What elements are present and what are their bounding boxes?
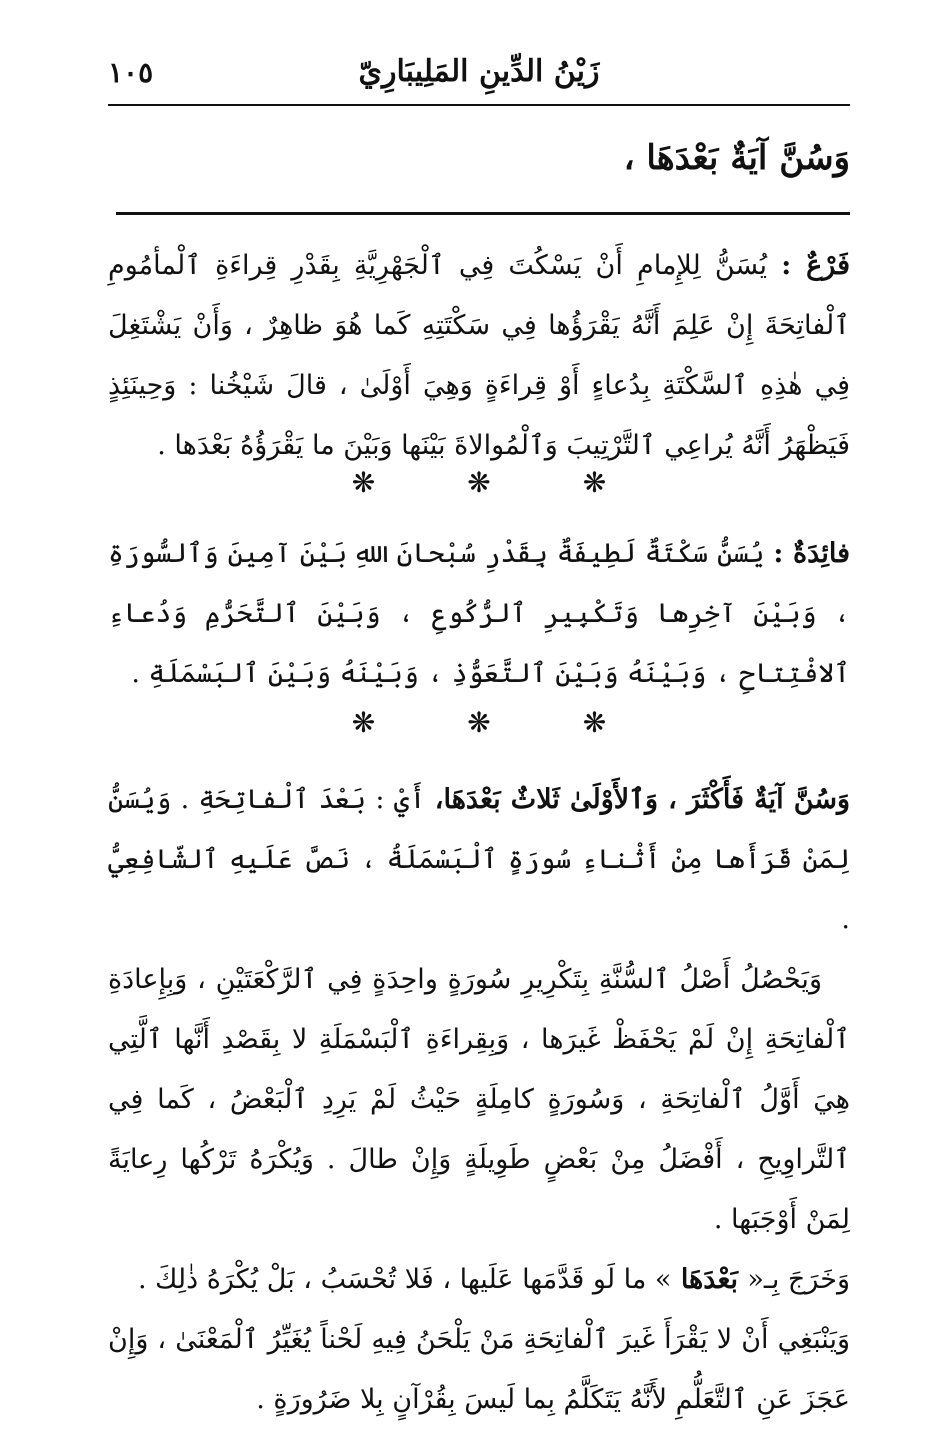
sharh-paragraph-1 — [108, 770, 850, 950]
sharh-paragraph-3-body: » ما لَو قَدَّمَها عَلَيها ، فَلا تُحْسَبُ ، بَلْ يُكْرَهُ ذٰلِكَ . — [137, 1264, 672, 1295]
sharh-paragraph-3-quote: بَعْدَهَا — [671, 1264, 748, 1295]
sharh-paragraph-2: وَيَحْصُلُ أَصْلُ ٱلسُّنَّةِ بِتَكْرِيرِ سُورَةٍ واحِدَةٍ فِي ٱلرَّكْعَتَيْنِ ، وَبِإِعادَةِ ٱلْفاتِحَةِ إِنْ لَمْ يَحْفَظْ غَيرَها ، وَبِقِراءَةِ ٱلْبَسْمَلَةِ لا بِقَصْدِ أَنَّها ٱلَّتِي هِيَ أَوَّلُ ٱلْفاتِحَةِ ، وَسُورَةٍ كامِلَةٍ حَيْثُ لَمْ يَرِدِ ٱلْبَعْضُ ، كَما فِي ٱلتَّراوِيحِ ، أَفْضَلُ مِنْ بَعْضٍ طَوِيلَةٍ وَإِنْ طالَ . وَيُكْرَهُ تَرْكُها رِعايَةً لِمَنْ أَوْجَبَها . — [108, 964, 850, 1235]
page-number: ١٠٥ — [108, 56, 154, 89]
matn-text: وَسُنَّ آيَةٌ بَعْدَهَا ، — [623, 138, 850, 178]
far-paragraph — [108, 236, 850, 476]
sharh-section — [108, 770, 850, 1430]
divider-star-icon: ❋ — [582, 466, 607, 499]
faida-heading: فائِدَةٌ : — [773, 538, 850, 569]
divider-star-icon: ❋ — [351, 706, 376, 739]
divider-star-icon: ❋ — [467, 706, 491, 739]
faida-section — [108, 524, 850, 704]
divider-star-icon: ❋ — [467, 466, 491, 499]
far-section — [108, 236, 850, 476]
section-divider-2 — [108, 706, 850, 746]
sharh-paragraph-3-prefix: وَخَرَجَ بِـ« — [747, 1264, 850, 1295]
sharh-paragraph-1-body: أَيْ : بَعْدَ ٱلْفاتِحَةِ . وَيُسَنُّ لِمَنْ قَرَأَها مِنْ أَثْناءِ سُورَةٍ ٱلْبَسْمَلَةُ ، نَصَّ عَلَيهِ ٱلشّافِعِيُّ . — [108, 784, 850, 935]
running-title: زَيْنُ الدِّينِ المَلِيبَارِيّ — [358, 54, 600, 89]
far-heading: فَرْعٌ : — [781, 250, 851, 281]
section-divider-1 — [108, 466, 850, 506]
faida-paragraph — [108, 524, 850, 704]
sharh-paragraph-3 — [108, 1250, 850, 1310]
page-header — [108, 48, 850, 106]
faida-body: يُسَنُّ سَكْتَةٌ لَطِيفَةٌ بِقَدْرِ سُبْحانَ اللهِ بَيْنَ آمِينَ وَٱلسُّورَةِ ، وَبَيْنَ آخِرِها وَتَكْبِيرِ ٱلرُّكُوعِ ، وَبَيْنَ ٱلتَّحَرُّمِ وَدُعاءِ ٱلافْتِتاحِ ، وَبَيْنَهُ وَبَيْنَ ٱلتَّعَوُّذِ ، وَبَيْنَهُ وَبَيْنَ ٱلبَسْمَلَةِ . — [108, 538, 850, 689]
sharh-matn-quote: وَسُنَّ آيَةٌ فَأَكْثَرَ ، وَٱلأَوْلَىٰ ثَلاثٌ بَعْدَهَا، — [434, 784, 850, 815]
far-body: يُسَنُّ لِلإِمامِ أَنْ يَسْكُتَ فِي ٱلْجَهْرِيَّةِ بِقَدْرِ قِراءَةِ ٱلْمأمُومِ ٱلْفاتِحَةَ إِنْ عَلِمَ أَنَّهُ يَقْرَؤُها فِي سَكْتَتِهِ كَما هُوَ ظاهِرٌ ، وَأَنْ يَشْتَغِلَ فِي هٰذِهِ ٱلسَّكْتَةِ بِدُعاءٍ أَوْ قِراءَةٍ وَهِيَ أَوْلَىٰ ، قالَ شَيْخُنا : وَحِينَئِذٍ فَيَظْهَرُ أَنَّهُ يُراعِي ٱلتَّرْتِيبَ وَٱلْمُوالاةَ بَيْنَها وَبَيْنَ ما يَقْرَؤُهُ بَعْدَها . — [108, 250, 850, 461]
sharh-paragraph-4: وَيَنْبَغِي أَنْ لا يَقْرَأَ غَيرَ ٱلْفاتِحَةِ مَنْ يَلْحَنُ فِيهِ لَحْناً يُغَيِّرُ ٱلْمَعْنَىٰ ، وَإِنْ عَجَزَ عَنِ ٱلتَّعَلُّمِ لأَنَّهُ يَتَكَلَّمُ بِما لَيسَ بِقُرْآنٍ بِلا ضَرُورَةٍ . — [108, 1324, 850, 1415]
matn-separator-rule — [116, 212, 850, 215]
divider-star-icon: ❋ — [582, 706, 607, 739]
divider-star-icon: ❋ — [351, 466, 376, 499]
